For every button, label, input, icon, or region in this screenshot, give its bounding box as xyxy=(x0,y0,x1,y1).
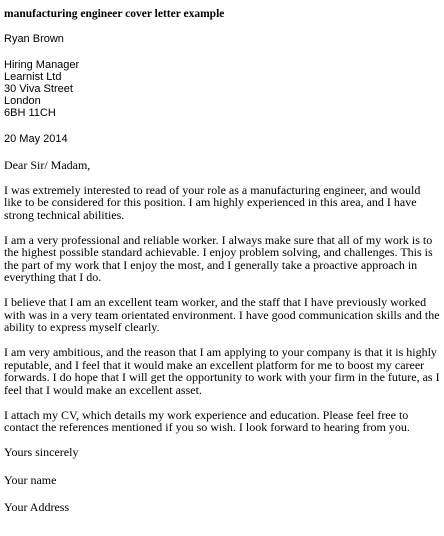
signature-name: Your name xyxy=(4,472,57,487)
cover-letter xyxy=(4,7,440,529)
recipient-line: 6BH 11CH xyxy=(4,107,56,119)
signature-address: Your Address xyxy=(4,500,70,514)
recipient-line: London xyxy=(4,95,41,107)
letter-title: manufacturing engineer cover letter example xyxy=(4,8,225,20)
body-paragraph: I am a very professional and reliable worker. I always make sure that all of my work is to the highest possible standard achievable. I enjoy problem solving, and challenges. This is the part of my work that I enjoy the most, and I generally take a proactive approach in everything that I do. xyxy=(4,232,433,284)
letter-date: 20 May 2014 xyxy=(4,133,68,145)
body-paragraph: I believe that I am an excellent team worker, and the staff that I have previously worked with was in a very team orientated environment. I have good communication skills and the ability to express myself clearly. xyxy=(4,295,440,334)
signoff: Yours sincerely xyxy=(4,445,79,459)
recipient-line: Learnist Ltd xyxy=(4,71,62,83)
body-paragraph: I am very ambitious, and the reason that I am applying to your company is that it is highly reputable, and I feel that it would make an excellent platform for me to boost my career forwards. I do hope that I will get the opportunity to work with your firm in the future, as I feel that I would make an excellent asset. xyxy=(4,345,440,397)
body-paragraph: I attach my CV, which details my work experience and education. Please feel free to contact the references mentioned if you so wish. I look forward to hearing from you. xyxy=(4,407,410,434)
body-paragraph: I was extremely interested to read of your role as a manufacturing engineer, and would like to be considered for this position. I am highly experienced in this area, and I have strong technical abilities. xyxy=(4,182,421,222)
recipient-line: 30 Viva Street xyxy=(4,83,73,95)
salutation: Dear Sir/ Madam, xyxy=(4,158,91,172)
recipient-address xyxy=(4,59,440,119)
recipient-line: Hiring Manager xyxy=(4,59,80,71)
sender-name: Ryan Brown xyxy=(4,33,64,45)
